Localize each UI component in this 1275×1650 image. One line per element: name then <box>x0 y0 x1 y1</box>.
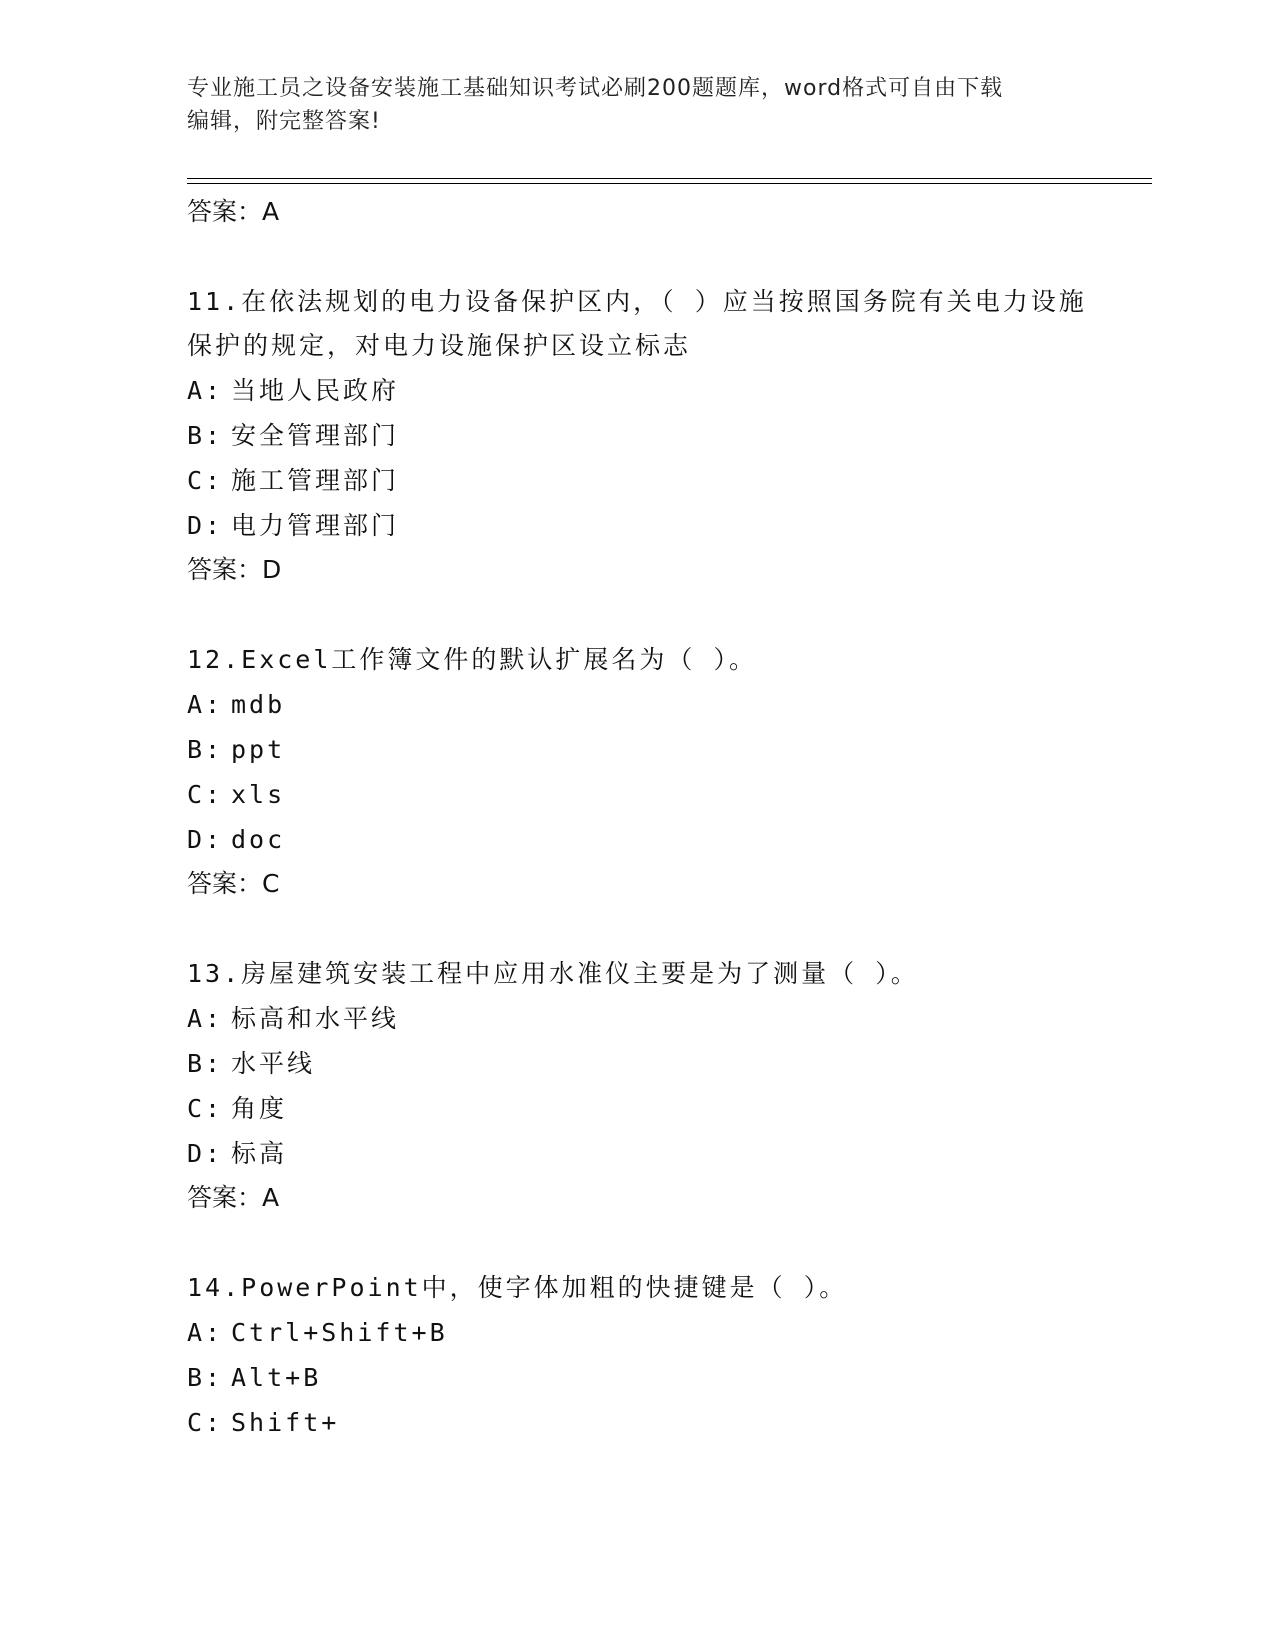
option-letter: C: <box>187 466 224 495</box>
header-rule-bottom <box>187 183 1152 184</box>
option-letter: D: <box>187 1139 224 1168</box>
option-text: mdb <box>231 690 286 719</box>
option-text: 角度 <box>231 1094 288 1123</box>
option-d <box>187 1131 1087 1176</box>
option-text: ppt <box>231 735 286 764</box>
question-block-12 <box>187 638 1087 906</box>
option-c <box>187 1400 1087 1445</box>
option-letter: C: <box>187 1094 224 1123</box>
header-line-1: 专业施工员之设备安装施工基础知识考试必刷200题题库，word格式可自由下载 <box>187 76 1004 101</box>
option-text: Alt+B <box>231 1363 322 1392</box>
option-letter: B: <box>187 1363 224 1392</box>
option-d <box>187 817 1087 862</box>
option-letter: A: <box>187 690 224 719</box>
option-letter: D: <box>187 511 224 540</box>
answer-line: 答案：A <box>187 1183 280 1212</box>
option-b <box>187 413 1087 458</box>
option-b <box>187 1041 1087 1086</box>
option-b <box>187 727 1087 772</box>
option-text: doc <box>231 825 286 854</box>
option-letter: A: <box>187 376 224 405</box>
option-letter: C: <box>187 780 224 809</box>
option-a <box>187 996 1087 1041</box>
option-letter: B: <box>187 421 224 450</box>
option-letter: A: <box>187 1004 224 1033</box>
option-text: 当地人民政府 <box>231 376 400 405</box>
question-text: 13.房屋建筑安装工程中应用水准仪主要是为了测量（ ）。 <box>187 959 919 988</box>
option-letter: A: <box>187 1318 224 1347</box>
question-text: 12.Excel工作簿文件的默认扩展名为（ ）。 <box>187 645 757 674</box>
option-a <box>187 1310 1087 1355</box>
option-letter: B: <box>187 1049 224 1078</box>
question-block-11 <box>187 280 1087 592</box>
option-text: Shift+ <box>231 1408 340 1437</box>
option-letter: B: <box>187 735 224 764</box>
option-c <box>187 1086 1087 1131</box>
document-content <box>187 190 1087 1445</box>
question-text: 14.PowerPoint中，使字体加粗的快捷键是（ ）。 <box>187 1273 848 1302</box>
option-text: xls <box>231 780 286 809</box>
header-line-2: 编辑，附完整答案! <box>187 109 381 134</box>
answer-line: 答案：D <box>187 555 282 584</box>
page-header <box>187 72 1067 138</box>
option-text: 施工管理部门 <box>231 466 400 495</box>
option-b <box>187 1355 1087 1400</box>
option-c <box>187 458 1087 503</box>
option-c <box>187 772 1087 817</box>
option-text: 标高 <box>231 1139 288 1168</box>
option-text: 电力管理部门 <box>231 511 400 540</box>
header-rule-top <box>187 178 1152 179</box>
question-text: 11.在依法规划的电力设备保护区内，（ ）应当按照国务院有关电力设施保护的规定，对电力设施保护区设立标志 <box>187 287 1087 360</box>
option-text: 水平线 <box>231 1049 316 1078</box>
option-text: 安全管理部门 <box>231 421 400 450</box>
option-text: Ctrl+Shift+B <box>231 1318 448 1347</box>
answer-line: 答案：C <box>187 869 280 898</box>
question-block-13 <box>187 952 1087 1220</box>
option-letter: D: <box>187 825 224 854</box>
option-a <box>187 368 1087 413</box>
option-d <box>187 503 1087 548</box>
option-letter: C: <box>187 1408 224 1437</box>
option-a <box>187 682 1087 727</box>
option-text: 标高和水平线 <box>231 1004 400 1033</box>
previous-answer: 答案：A <box>187 197 280 226</box>
question-block-14 <box>187 1266 1087 1445</box>
